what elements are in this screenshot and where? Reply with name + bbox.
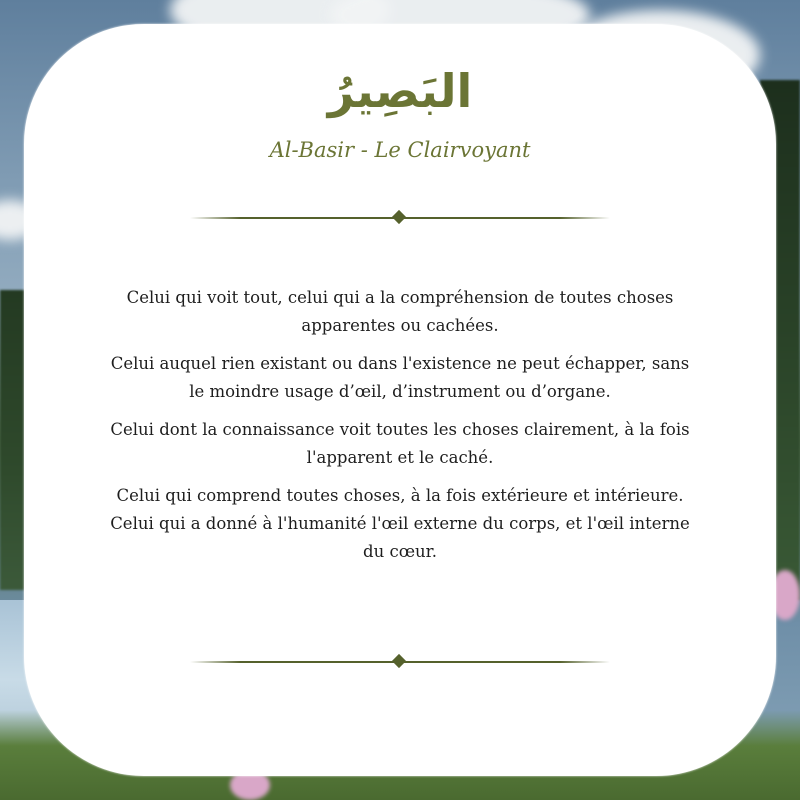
paragraph: Celui dont la connaissance voit toutes les choses clairement, à la fois l'apparent et le caché.	[110, 420, 690, 467]
paragraph: Celui qui comprend toutes choses, à la fois extérieure et intérieure. Celui qui a donné à l'humanité l'œil externe du corps, et l'œil interne du cœur.	[110, 486, 690, 561]
arabic-title: البَصِيرُ	[327, 64, 473, 118]
divider-top	[190, 210, 610, 226]
paragraph: Celui auquel rien existant ou dans l'existence ne peut échapper, sans le moindre usage d’œil, d’instrument ou d’organe.	[110, 354, 690, 401]
divider-bottom	[190, 654, 610, 670]
diamond-ornament-icon	[392, 210, 406, 224]
description-text	[104, 284, 696, 576]
content-card	[24, 24, 776, 776]
paragraph: Celui qui voit tout, celui qui a la compréhension de toutes choses apparentes ou cachées.	[126, 288, 674, 335]
diamond-ornament-icon	[392, 654, 406, 668]
subtitle: Al-Basir - Le Clairvoyant	[269, 138, 531, 162]
